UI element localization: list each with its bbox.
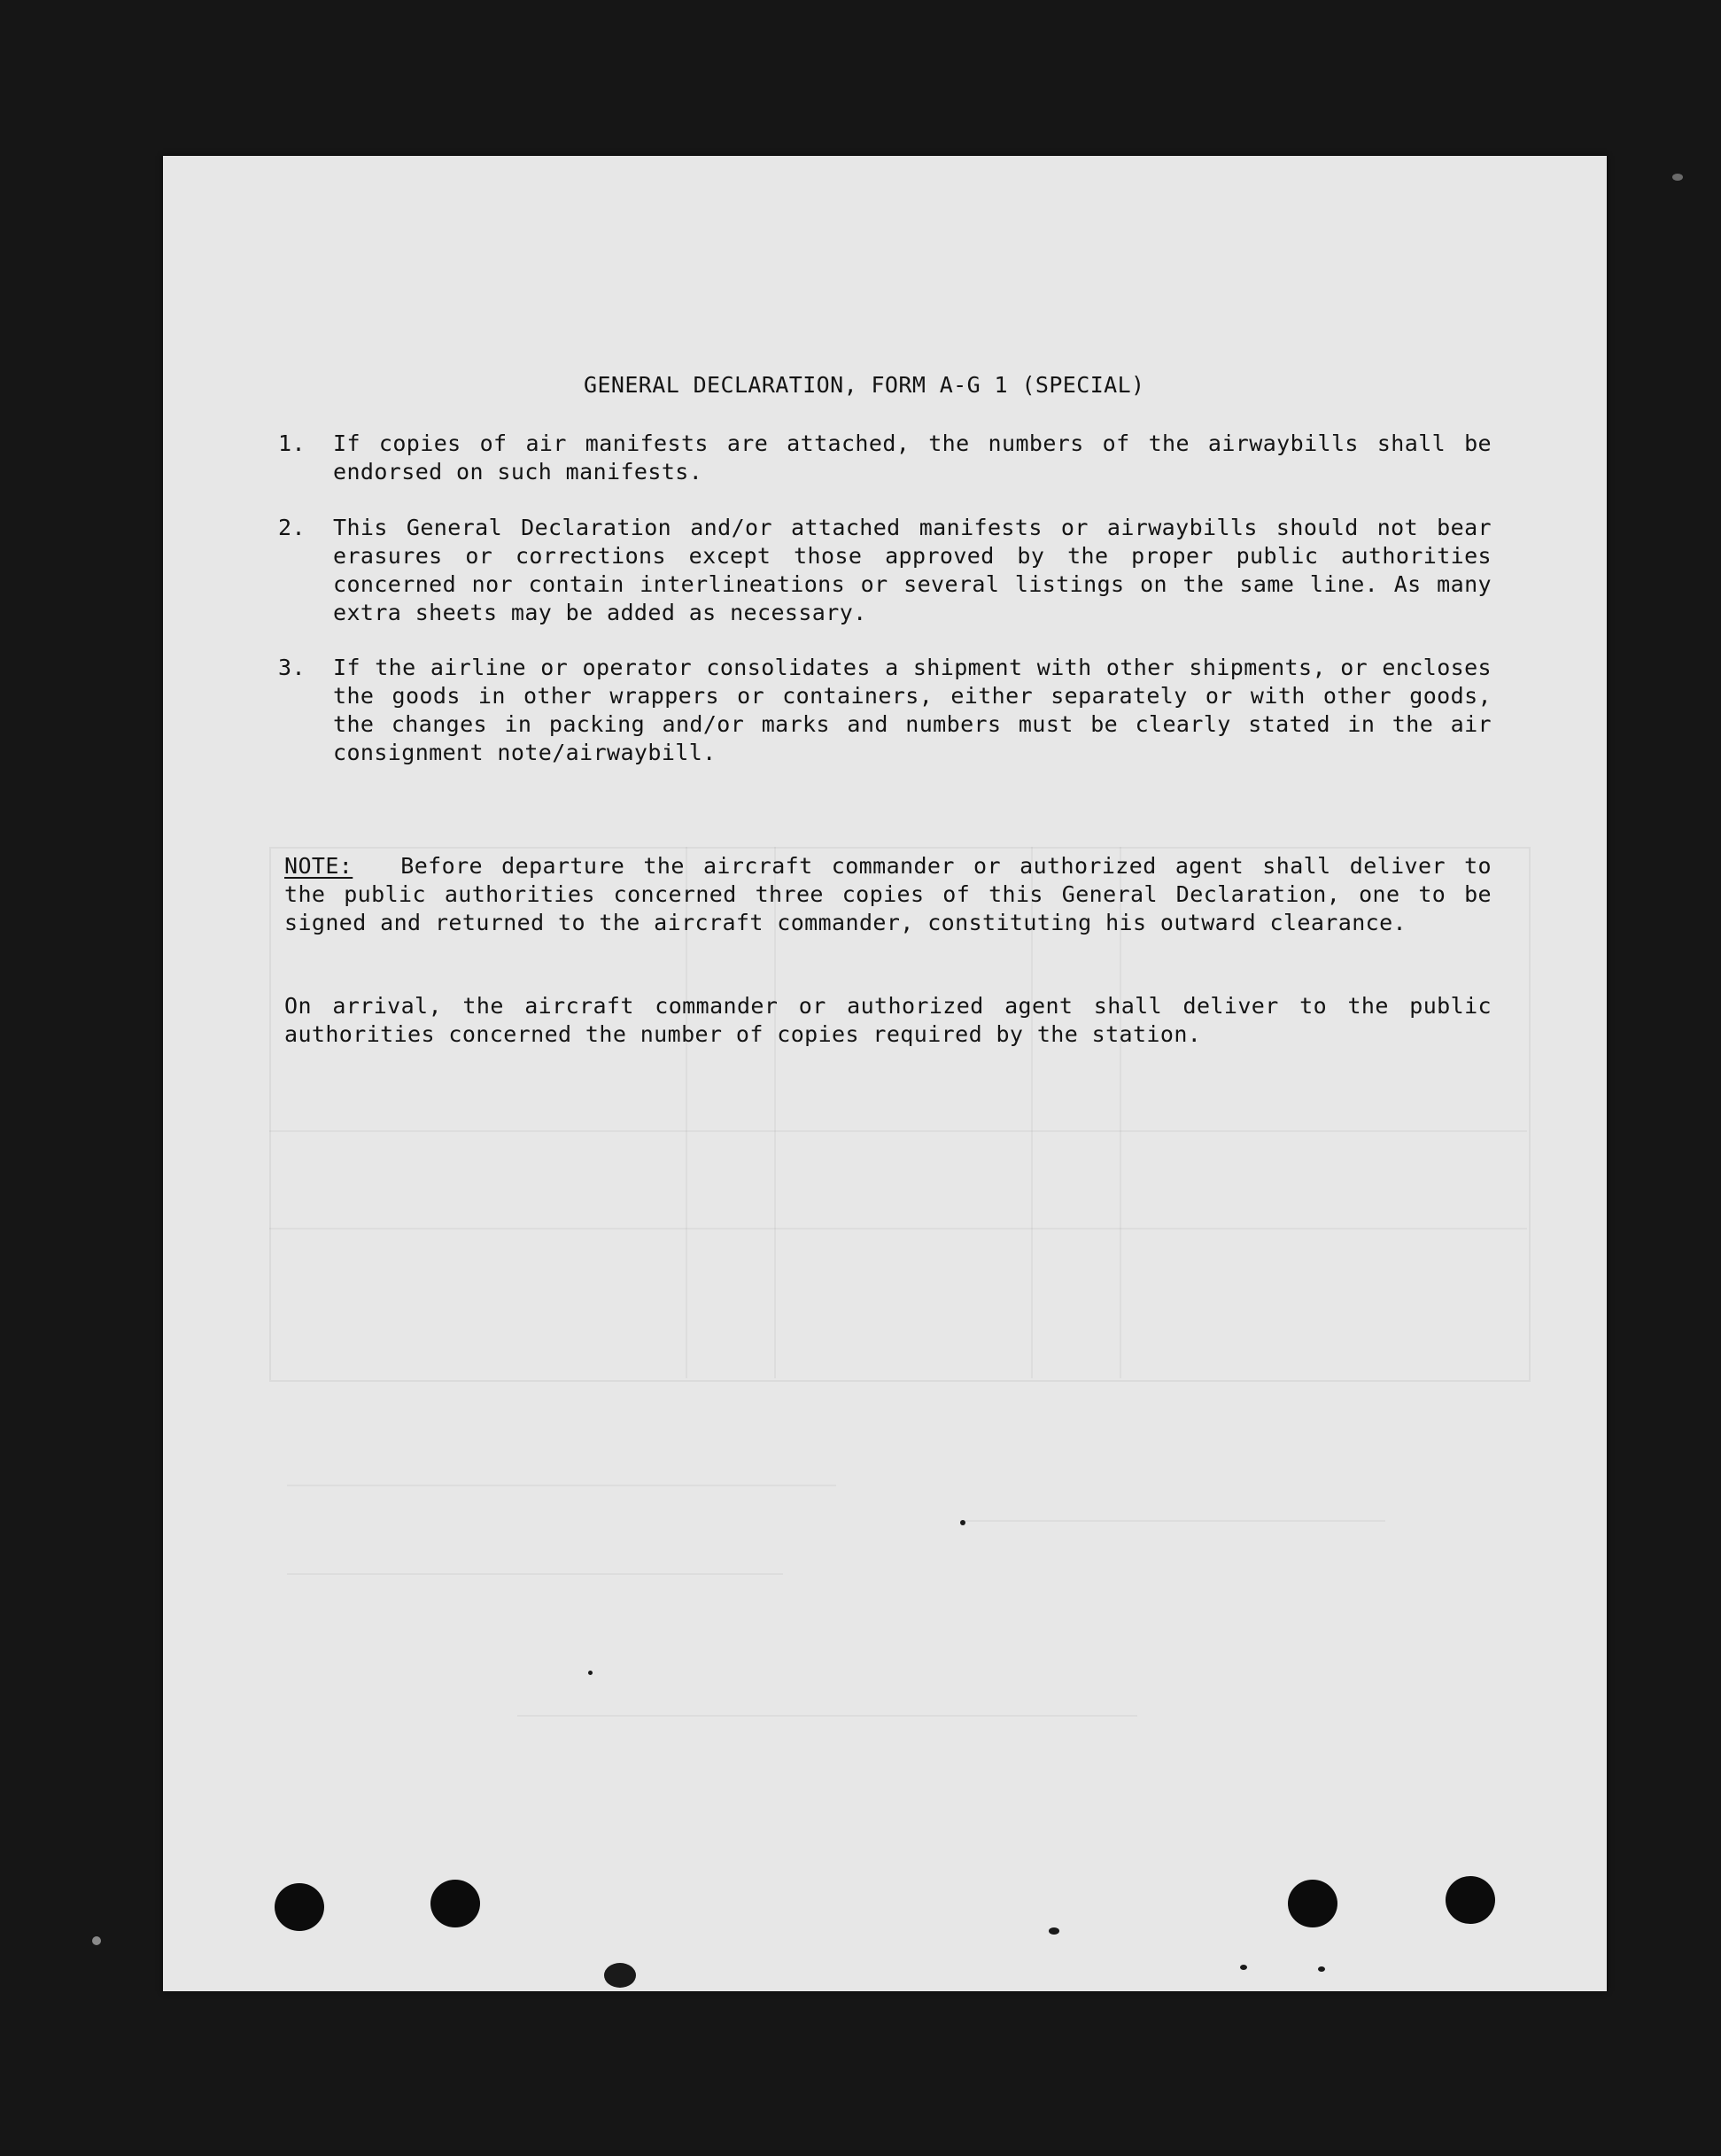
ink-speck bbox=[588, 1671, 593, 1675]
ink-speck bbox=[1240, 1965, 1247, 1970]
bleed-through-rule bbox=[269, 1130, 1527, 1132]
note-paragraph bbox=[284, 852, 1492, 937]
punch-hole bbox=[1288, 1880, 1337, 1927]
bleed-through-rule bbox=[287, 1573, 783, 1575]
punch-hole bbox=[430, 1880, 480, 1927]
ink-speck bbox=[1049, 1927, 1059, 1935]
note-text: Before departure the aircraft commander or authorized agent shall deliver to the public authorities concerned three copies of this General Declaration, one to be signed and returned to the aircraft commander, constituting his outward clearance. bbox=[284, 853, 1492, 935]
bleed-through-rule bbox=[517, 1715, 1137, 1717]
item-text: If the airline or operator consolidates a shipment with other shipments, or encloses the goods in other wrappers or containers, either separately or with other goods, the changes in packing and/or marks and numbers must be clearly stated in the air consignment note/airwaybill. bbox=[333, 655, 1492, 765]
ink-speck bbox=[1318, 1966, 1325, 1972]
bleed-through-rule bbox=[287, 1485, 836, 1486]
item-text: This General Declaration and/or attached manifests or airwaybills should not bear erasures or corrections except those approved by the proper public authorities concerned nor contain interlineations or several listings on the same line. As many extra sheets may be added as necessary. bbox=[333, 515, 1492, 625]
note-label: NOTE: bbox=[284, 853, 353, 879]
ink-speck bbox=[960, 1520, 965, 1525]
item-number: 3. bbox=[278, 655, 306, 680]
document-sheet bbox=[163, 156, 1607, 1991]
arrival-paragraph: On arrival, the aircraft commander or authorized agent shall deliver to the public authorities concerned the number of copies required by the station. bbox=[284, 993, 1492, 1047]
dust-speck bbox=[1672, 174, 1683, 181]
punch-hole bbox=[275, 1883, 324, 1931]
dust-speck bbox=[92, 1936, 101, 1945]
bleed-through-rule bbox=[960, 1520, 1385, 1522]
document-title: GENERAL DECLARATION, FORM A-G 1 (SPECIAL) bbox=[584, 372, 1145, 398]
paper-damage-mark bbox=[604, 1963, 636, 1988]
punch-hole bbox=[1446, 1876, 1495, 1924]
item-number: 2. bbox=[278, 515, 306, 540]
item-number: 1. bbox=[278, 430, 306, 456]
item-text: If copies of air manifests are attached, the numbers of the airwaybills shall be endorsed on such manifests. bbox=[333, 430, 1492, 485]
bleed-through-rule bbox=[269, 1228, 1527, 1229]
